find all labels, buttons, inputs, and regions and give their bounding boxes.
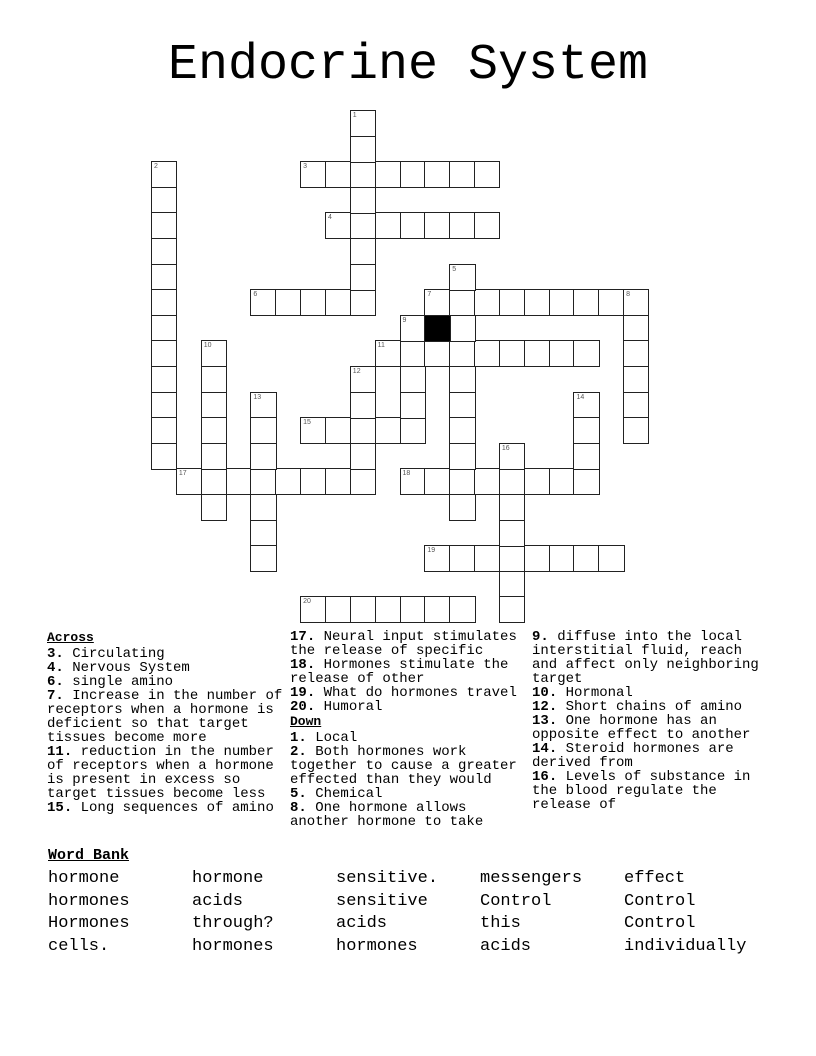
clue-number-dot: . <box>63 744 81 760</box>
clue-text: Nervous System <box>72 660 190 676</box>
across-clue <box>290 630 526 658</box>
cell-number: 1 <box>352 112 357 119</box>
word-bank-item: individually <box>624 937 747 957</box>
clue-text: Both hormones work together to cause a greater effected than they would <box>290 744 517 788</box>
grid-cell[interactable] <box>375 596 401 623</box>
grid-cell[interactable] <box>549 289 575 316</box>
clue-number-dot: . <box>55 674 73 690</box>
clue-number-dot: . <box>306 629 324 645</box>
grid-cell[interactable] <box>549 340 575 367</box>
clue-number-dot: . <box>298 800 316 816</box>
grid-cell[interactable] <box>151 315 177 342</box>
clue-column-1 <box>47 630 283 815</box>
clue-column-3 <box>532 630 768 812</box>
clue-number-dot: . <box>548 769 566 785</box>
grid-cell[interactable] <box>325 596 351 623</box>
clue-number: 2 <box>290 744 299 760</box>
grid-cell[interactable] <box>623 366 649 393</box>
grid-cell[interactable] <box>449 468 475 495</box>
grid-cell[interactable] <box>350 212 376 239</box>
clue-number-dot: . <box>298 744 316 760</box>
cell-number: 15 <box>303 419 311 427</box>
clue-number: 15 <box>47 800 64 816</box>
grid-cell[interactable] <box>474 340 500 367</box>
word-bank-item: hormone <box>48 869 120 888</box>
grid-cell[interactable] <box>573 545 599 572</box>
grid-cell[interactable] <box>151 161 177 188</box>
word-bank-item: hormones <box>48 891 130 911</box>
word-bank-heading: Word Bank <box>48 847 130 864</box>
grid-cell[interactable] <box>573 468 599 495</box>
cell-number: 3 <box>303 163 307 171</box>
clue-number-dot: . <box>55 660 73 676</box>
word-bank-item: hormones <box>192 937 274 957</box>
clue-text: Long sequences of amino <box>80 800 274 816</box>
word-bank-item: cells. <box>48 937 110 957</box>
word-bank-item: Control <box>480 891 552 911</box>
grid-cell[interactable] <box>151 417 177 444</box>
grid-cell[interactable] <box>623 315 649 342</box>
word-bank-item: Hormones <box>48 914 130 934</box>
grid-cell[interactable] <box>424 596 450 623</box>
across-clue <box>290 658 526 686</box>
word-bank-item: through? <box>192 914 274 934</box>
grid-cell[interactable] <box>499 571 525 598</box>
grid-cell[interactable] <box>573 417 599 444</box>
word-bank-item: acids <box>192 891 244 911</box>
grid-cell[interactable] <box>250 494 276 521</box>
grid-cell[interactable] <box>201 443 227 470</box>
grid-cell[interactable] <box>449 596 475 623</box>
clue-text: single amino <box>72 674 174 690</box>
clue-number-dot: . <box>306 685 324 701</box>
grid-cell[interactable] <box>151 340 177 367</box>
clue-number-dot: . <box>55 646 73 662</box>
grid-cell[interactable] <box>449 289 475 316</box>
grid-cell[interactable] <box>250 443 276 470</box>
cell-number: 2 <box>154 163 158 171</box>
grid-cell[interactable] <box>300 596 326 623</box>
clue-number: 5 <box>290 786 299 802</box>
grid-cell[interactable] <box>350 366 376 393</box>
across-clue-list <box>47 647 283 815</box>
grid-cell[interactable] <box>275 468 301 495</box>
grid-cell[interactable] <box>226 468 252 495</box>
down-clue-list <box>290 731 526 829</box>
clue-number: 19 <box>290 685 307 701</box>
grid-cell[interactable] <box>350 468 376 495</box>
grid-cell[interactable] <box>424 340 450 367</box>
word-bank-item: Control <box>624 914 696 934</box>
grid-cell[interactable] <box>449 366 475 393</box>
across-clue <box>47 801 283 815</box>
clue-number: 11 <box>47 744 64 760</box>
grid-cell[interactable] <box>499 443 525 470</box>
clue-text: Humoral <box>323 699 383 715</box>
grid-cell[interactable] <box>623 392 649 419</box>
grid-cell[interactable] <box>424 212 450 239</box>
cell-number: 19 <box>427 547 436 555</box>
cell-number: 16 <box>501 444 510 452</box>
grid-cell[interactable] <box>325 161 351 188</box>
grid-cell[interactable] <box>598 289 624 316</box>
grid-cell[interactable] <box>400 468 426 495</box>
grid-cell[interactable] <box>350 136 376 163</box>
grid-cell[interactable] <box>275 289 301 316</box>
grid-cell[interactable] <box>350 238 376 265</box>
clue-number: 10 <box>532 685 549 701</box>
word-bank-item: acids <box>480 937 532 957</box>
grid-cell[interactable] <box>474 545 500 572</box>
grid-cell[interactable] <box>375 340 401 367</box>
grid-cell[interactable] <box>474 161 500 188</box>
grid-cell[interactable] <box>151 264 177 291</box>
cell-number: 5 <box>452 265 457 273</box>
clue-number: 14 <box>532 741 549 757</box>
grid-cell[interactable] <box>325 212 351 239</box>
grid-cell[interactable] <box>424 161 450 188</box>
cell-number: 13 <box>253 393 262 401</box>
grid-cell[interactable] <box>400 417 426 444</box>
grid-cell[interactable] <box>499 545 525 572</box>
clue-text: diffuse into the local interstitial fluid, reach and affect only neighboring target <box>532 629 759 687</box>
grid-cell[interactable] <box>449 545 475 572</box>
down-clue <box>532 714 768 742</box>
down-clue <box>532 770 768 812</box>
grid-cell[interactable] <box>201 417 227 444</box>
grid-cell[interactable] <box>449 443 475 470</box>
clue-number-dot: . <box>306 699 324 715</box>
down-clue <box>290 731 526 745</box>
cell-number: 8 <box>626 291 631 299</box>
cell-number: 10 <box>203 342 212 350</box>
grid-cell[interactable] <box>300 417 326 444</box>
grid-cell[interactable] <box>325 468 351 495</box>
grid-cell[interactable] <box>176 468 202 495</box>
grid-cell[interactable] <box>250 520 276 547</box>
grid-cell[interactable] <box>449 392 475 419</box>
grid-cell[interactable] <box>573 443 599 470</box>
grid-cell[interactable] <box>524 340 550 367</box>
word-bank-item: Control <box>624 891 696 911</box>
grid-cell[interactable] <box>250 545 276 572</box>
clue-number-dot: . <box>548 685 566 701</box>
grid-cell[interactable] <box>449 417 475 444</box>
grid-cell[interactable] <box>549 545 575 572</box>
cell-number: 12 <box>352 368 361 375</box>
grid-cell[interactable] <box>300 161 326 188</box>
clue-number-dot: . <box>63 800 81 816</box>
grid-cell[interactable] <box>449 264 475 291</box>
grid-cell[interactable] <box>300 289 326 316</box>
clue-text: Increase in the number of receptors when a hormone is deficient so that target tissues become more <box>47 688 283 746</box>
clue-number: 18 <box>290 657 307 673</box>
clue-number-dot: . <box>298 730 316 746</box>
grid-cell[interactable] <box>474 468 500 495</box>
across-clue <box>47 675 283 689</box>
black-cell <box>424 315 450 342</box>
grid-cell[interactable] <box>573 289 599 316</box>
clue-number: 6 <box>47 674 56 690</box>
clue-text: Hormonal <box>565 685 633 701</box>
clue-text: One hormone allows another hormone to take <box>290 800 484 830</box>
clue-number: 9 <box>532 629 541 645</box>
grid-cell[interactable] <box>499 494 525 521</box>
down-clue <box>290 801 526 829</box>
grid-cell[interactable] <box>499 596 525 623</box>
grid-cell[interactable] <box>623 340 649 367</box>
grid-cell[interactable] <box>623 289 649 316</box>
clue-text: Hormones stimulate the release of other <box>290 657 509 687</box>
grid-cell[interactable] <box>250 392 276 419</box>
grid-cell[interactable] <box>573 340 599 367</box>
clue-number: 8 <box>290 800 299 816</box>
down-clue-list <box>532 630 768 812</box>
down-clue <box>532 686 768 700</box>
clue-number: 12 <box>532 699 549 715</box>
grid-cell[interactable] <box>400 161 426 188</box>
clue-number-dot: . <box>540 629 558 645</box>
grid-cell[interactable] <box>499 468 525 495</box>
down-clue <box>532 700 768 714</box>
clue-number: 4 <box>47 660 56 676</box>
clue-number-dot: . <box>548 699 566 715</box>
grid-cell[interactable] <box>449 494 475 521</box>
across-clue <box>290 700 526 714</box>
cell-number: 9 <box>402 316 407 324</box>
cell-number: 6 <box>253 291 258 299</box>
clue-number-dot: . <box>298 786 316 802</box>
grid-cell[interactable] <box>151 212 177 239</box>
cell-number: 17 <box>178 470 187 478</box>
grid-cell[interactable] <box>375 161 401 188</box>
grid-cell[interactable] <box>400 315 426 342</box>
grid-cell[interactable] <box>474 289 500 316</box>
grid-cell[interactable] <box>201 494 227 521</box>
word-bank-item: messengers <box>480 869 583 888</box>
grid-cell[interactable] <box>524 468 550 495</box>
grid-cell[interactable] <box>350 289 376 316</box>
down-heading: Down <box>290 714 322 729</box>
grid-cell[interactable] <box>325 417 351 444</box>
clue-column-2 <box>290 630 526 829</box>
grid-cell[interactable] <box>573 392 599 419</box>
page-title: Endocrine System <box>167 37 649 94</box>
grid-cell[interactable] <box>201 392 227 419</box>
clue-number: 17 <box>290 629 307 645</box>
down-clue <box>290 787 526 801</box>
word-bank-item: hormones <box>336 937 418 957</box>
clue-number-dot: . <box>548 741 566 757</box>
across-clue <box>47 689 283 745</box>
grid-cell[interactable] <box>151 187 177 214</box>
grid-cell[interactable] <box>499 520 525 547</box>
clue-text: Short chains of amino <box>565 699 743 715</box>
grid-cell[interactable] <box>350 161 376 188</box>
word-bank-item: this <box>480 914 521 934</box>
grid-cell[interactable] <box>400 392 426 419</box>
clue-number: 1 <box>290 730 299 746</box>
grid-cell[interactable] <box>201 366 227 393</box>
grid-cell[interactable] <box>524 289 550 316</box>
grid-cell[interactable] <box>499 289 525 316</box>
grid-cell[interactable] <box>449 340 475 367</box>
down-clue <box>532 630 768 686</box>
grid-cell[interactable] <box>350 187 376 214</box>
grid-cell[interactable] <box>350 110 376 137</box>
grid-cell[interactable] <box>325 289 351 316</box>
clue-text: Chemical <box>315 786 383 802</box>
grid-cell[interactable] <box>549 468 575 495</box>
across-clue <box>47 647 283 661</box>
cell-number: 7 <box>427 291 432 299</box>
cell-number: 4 <box>327 214 332 222</box>
grid-cell[interactable] <box>350 596 376 623</box>
clue-number-dot: . <box>306 657 324 673</box>
grid-cell[interactable] <box>350 392 376 419</box>
grid-cell[interactable] <box>151 443 177 470</box>
cell-number: 11 <box>377 342 385 350</box>
grid-cell[interactable] <box>598 545 624 572</box>
clue-text: Circulating <box>72 646 165 662</box>
grid-cell[interactable] <box>300 468 326 495</box>
grid-cell[interactable] <box>151 366 177 393</box>
grid-cell[interactable] <box>350 417 376 444</box>
clue-number: 13 <box>532 713 549 729</box>
grid-cell[interactable] <box>250 468 276 495</box>
grid-cell[interactable] <box>499 340 525 367</box>
cell-number: 20 <box>303 598 311 606</box>
grid-cell[interactable] <box>424 468 450 495</box>
grid-cell[interactable] <box>201 468 227 495</box>
across-clue <box>47 745 283 801</box>
grid-cell[interactable] <box>524 545 550 572</box>
cell-number: 18 <box>402 470 411 478</box>
grid-cell[interactable] <box>151 392 177 419</box>
across-clue-list <box>290 630 526 714</box>
grid-cell[interactable] <box>449 315 475 342</box>
grid-cell[interactable] <box>449 161 475 188</box>
grid-cell[interactable] <box>424 289 450 316</box>
down-clue <box>532 742 768 770</box>
grid-cell[interactable] <box>350 443 376 470</box>
clue-text: Local <box>315 730 358 746</box>
clue-number-dot: . <box>548 713 566 729</box>
clue-text: reduction in the number of receptors when a hormone is present in excess so target tissues become less <box>47 744 274 802</box>
clue-text: What do hormones travel <box>323 685 517 701</box>
grid-cell[interactable] <box>623 417 649 444</box>
grid-cell[interactable] <box>350 264 376 291</box>
word-bank-item: effect <box>624 869 686 888</box>
word-bank <box>48 868 768 959</box>
clue-number-dot: . <box>55 688 73 704</box>
across-clue <box>290 686 526 700</box>
clue-text: Neural input stimulates the release of specific <box>290 629 517 659</box>
word-bank-item: sensitive <box>336 891 428 911</box>
grid-cell[interactable] <box>400 366 426 393</box>
grid-cell[interactable] <box>400 596 426 623</box>
word-bank-item: sensitive. <box>336 869 439 888</box>
clue-text: One hormone has an opposite effect to another <box>532 713 751 743</box>
across-heading: Across <box>47 630 94 645</box>
grid-cell[interactable] <box>449 212 475 239</box>
clue-number: 20 <box>290 699 307 715</box>
clue-text: Steroid hormones are derived from <box>532 741 734 771</box>
clue-number: 7 <box>47 688 56 704</box>
grid-cell[interactable] <box>151 289 177 316</box>
clue-number: 3 <box>47 646 56 662</box>
grid-cell[interactable] <box>151 238 177 265</box>
grid-cell[interactable] <box>400 212 426 239</box>
grid-cell[interactable] <box>400 340 426 367</box>
grid-cell[interactable] <box>474 212 500 239</box>
grid-cell[interactable] <box>250 289 276 316</box>
grid-cell[interactable] <box>201 340 227 367</box>
grid-cell[interactable] <box>375 212 401 239</box>
grid-cell[interactable] <box>424 545 450 572</box>
clue-number: 16 <box>532 769 549 785</box>
grid-cell[interactable] <box>375 417 401 444</box>
word-bank-item: hormone <box>192 869 264 888</box>
clue-text: Levels of substance in the blood regulate the release of <box>532 769 751 813</box>
across-clue <box>47 661 283 675</box>
down-clue <box>290 745 526 787</box>
cell-number: 14 <box>576 393 585 401</box>
grid-cell[interactable] <box>250 417 276 444</box>
word-bank-item: acids <box>336 914 388 934</box>
